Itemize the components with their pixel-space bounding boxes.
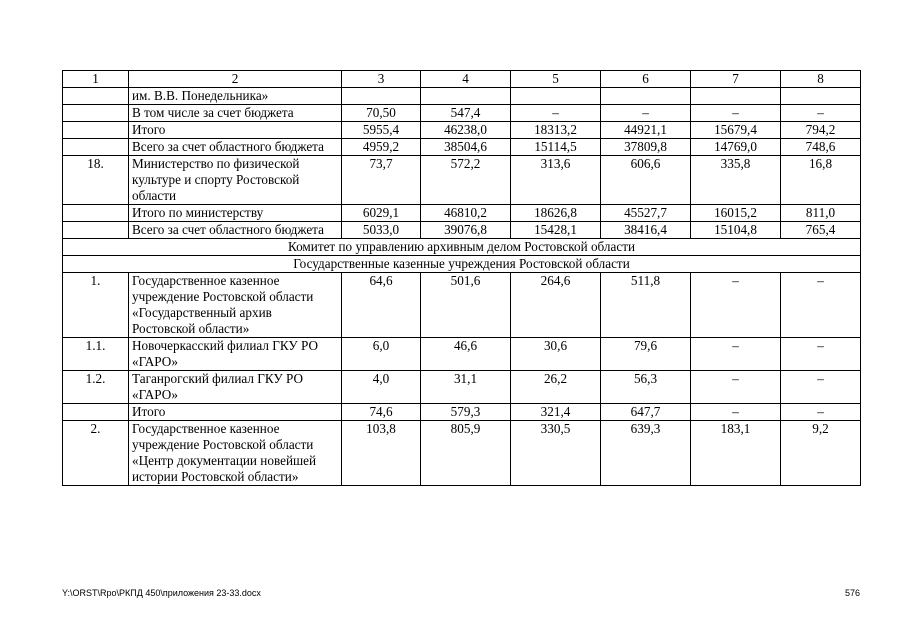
table-row — [63, 139, 861, 156]
value-cell: 579,3 — [421, 404, 511, 421]
row-number-cell: 18. — [63, 156, 129, 205]
value-cell: 15114,5 — [511, 139, 601, 156]
table-row — [63, 205, 861, 222]
section-row — [63, 256, 861, 273]
file-path: Y:\ORST\Rpo\РКПД 450\приложения 23-33.docx — [62, 588, 261, 598]
table-row — [63, 421, 861, 486]
value-cell: 5033,0 — [342, 222, 421, 239]
header-cell: 5 — [511, 71, 601, 88]
table-row — [63, 88, 861, 105]
row-number-cell — [63, 139, 129, 156]
value-cell: 9,2 — [781, 421, 861, 486]
value-cell: 511,8 — [601, 273, 691, 338]
value-cell: 16,8 — [781, 156, 861, 205]
header-cell: 7 — [691, 71, 781, 88]
row-label-cell: В том числе за счет бюджета — [129, 105, 342, 122]
row-number-cell — [63, 205, 129, 222]
value-cell: 805,9 — [421, 421, 511, 486]
value-cell: 74,6 — [342, 404, 421, 421]
value-cell: 572,2 — [421, 156, 511, 205]
value-cell: 321,4 — [511, 404, 601, 421]
value-cell: 183,1 — [691, 421, 781, 486]
table-body — [63, 71, 861, 486]
value-cell: – — [691, 338, 781, 371]
value-cell: – — [781, 338, 861, 371]
header-cell: 4 — [421, 71, 511, 88]
value-cell — [511, 88, 601, 105]
row-number-cell: 1.1. — [63, 338, 129, 371]
value-cell: 70,50 — [342, 105, 421, 122]
value-cell: 606,6 — [601, 156, 691, 205]
value-cell: 38504,6 — [421, 139, 511, 156]
table-row — [63, 371, 861, 404]
value-cell: 73,7 — [342, 156, 421, 205]
value-cell: 4959,2 — [342, 139, 421, 156]
value-cell — [601, 88, 691, 105]
row-number-cell — [63, 404, 129, 421]
value-cell: 26,2 — [511, 371, 601, 404]
value-cell: 335,8 — [691, 156, 781, 205]
table-row — [63, 122, 861, 139]
value-cell — [781, 88, 861, 105]
page-number: 576 — [844, 588, 860, 598]
value-cell — [342, 88, 421, 105]
value-cell: 46,6 — [421, 338, 511, 371]
header-row — [63, 71, 861, 88]
value-cell: 15104,8 — [691, 222, 781, 239]
value-cell: 46810,2 — [421, 205, 511, 222]
value-cell: 4,0 — [342, 371, 421, 404]
value-cell: 18626,8 — [511, 205, 601, 222]
value-cell: 38416,4 — [601, 222, 691, 239]
value-cell: 37809,8 — [601, 139, 691, 156]
value-cell: – — [781, 371, 861, 404]
section-title: Комитет по управлению архивным делом Ростовской области — [63, 239, 861, 256]
value-cell: 313,6 — [511, 156, 601, 205]
table-row — [63, 338, 861, 371]
value-cell: 103,8 — [342, 421, 421, 486]
value-cell: 15428,1 — [511, 222, 601, 239]
value-cell: 39076,8 — [421, 222, 511, 239]
value-cell: 647,7 — [601, 404, 691, 421]
table-row — [63, 105, 861, 122]
value-cell: 45527,7 — [601, 205, 691, 222]
budget-table — [62, 70, 861, 486]
value-cell: 31,1 — [421, 371, 511, 404]
section-row — [63, 239, 861, 256]
value-cell: 14769,0 — [691, 139, 781, 156]
value-cell: 16015,2 — [691, 205, 781, 222]
row-label-cell: Итого — [129, 404, 342, 421]
header-cell: 6 — [601, 71, 691, 88]
value-cell: 64,6 — [342, 273, 421, 338]
row-label-cell: Государственное казенное учреждение Ростовской области «Центр документации новейшей истории Ростовской области» — [129, 421, 342, 486]
value-cell: – — [691, 273, 781, 338]
value-cell: 330,5 — [511, 421, 601, 486]
row-label-cell: Всего за счет областного бюджета — [129, 139, 342, 156]
row-label-cell: Новочеркасский филиал ГКУ РО «ГАРО» — [129, 338, 342, 371]
value-cell: – — [601, 105, 691, 122]
value-cell: 765,4 — [781, 222, 861, 239]
section-title: Государственные казенные учреждения Ростовской области — [63, 256, 861, 273]
row-label-cell: Итого — [129, 122, 342, 139]
value-cell: – — [691, 105, 781, 122]
value-cell: 811,0 — [781, 205, 861, 222]
value-cell: 79,6 — [601, 338, 691, 371]
row-number-cell — [63, 222, 129, 239]
header-cell: 8 — [781, 71, 861, 88]
value-cell: 30,6 — [511, 338, 601, 371]
value-cell: – — [781, 105, 861, 122]
row-label-cell: Итого по министерству — [129, 205, 342, 222]
value-cell: 6029,1 — [342, 205, 421, 222]
value-cell: – — [691, 371, 781, 404]
value-cell — [691, 88, 781, 105]
row-number-cell: 1. — [63, 273, 129, 338]
table-row — [63, 404, 861, 421]
value-cell: 18313,2 — [511, 122, 601, 139]
value-cell: 639,3 — [601, 421, 691, 486]
row-label-cell: Всего за счет областного бюджета — [129, 222, 342, 239]
row-number-cell: 2. — [63, 421, 129, 486]
row-number-cell: 1.2. — [63, 371, 129, 404]
value-cell: 794,2 — [781, 122, 861, 139]
value-cell: 6,0 — [342, 338, 421, 371]
value-cell: 5955,4 — [342, 122, 421, 139]
value-cell: 501,6 — [421, 273, 511, 338]
row-label-cell: им. В.В. Понедельника» — [129, 88, 342, 105]
row-number-cell — [63, 105, 129, 122]
row-label-cell: Государственное казенное учреждение Ростовской области «Государственный архив Ростовской области» — [129, 273, 342, 338]
row-label-cell: Таганрогский филиал ГКУ РО «ГАРО» — [129, 371, 342, 404]
value-cell: 44921,1 — [601, 122, 691, 139]
header-cell: 3 — [342, 71, 421, 88]
row-number-cell — [63, 122, 129, 139]
value-cell: – — [781, 273, 861, 338]
value-cell: – — [781, 404, 861, 421]
value-cell: 56,3 — [601, 371, 691, 404]
value-cell: 547,4 — [421, 105, 511, 122]
row-number-cell — [63, 88, 129, 105]
value-cell: 15679,4 — [691, 122, 781, 139]
value-cell — [421, 88, 511, 105]
table-row — [63, 156, 861, 205]
row-label-cell: Министерство по физической культуре и спорту Ростовской области — [129, 156, 342, 205]
value-cell: 46238,0 — [421, 122, 511, 139]
value-cell: – — [691, 404, 781, 421]
table-row — [63, 273, 861, 338]
value-cell: – — [511, 105, 601, 122]
table-row — [63, 222, 861, 239]
value-cell: 748,6 — [781, 139, 861, 156]
header-cell: 1 — [63, 71, 129, 88]
header-cell: 2 — [129, 71, 342, 88]
value-cell: 264,6 — [511, 273, 601, 338]
